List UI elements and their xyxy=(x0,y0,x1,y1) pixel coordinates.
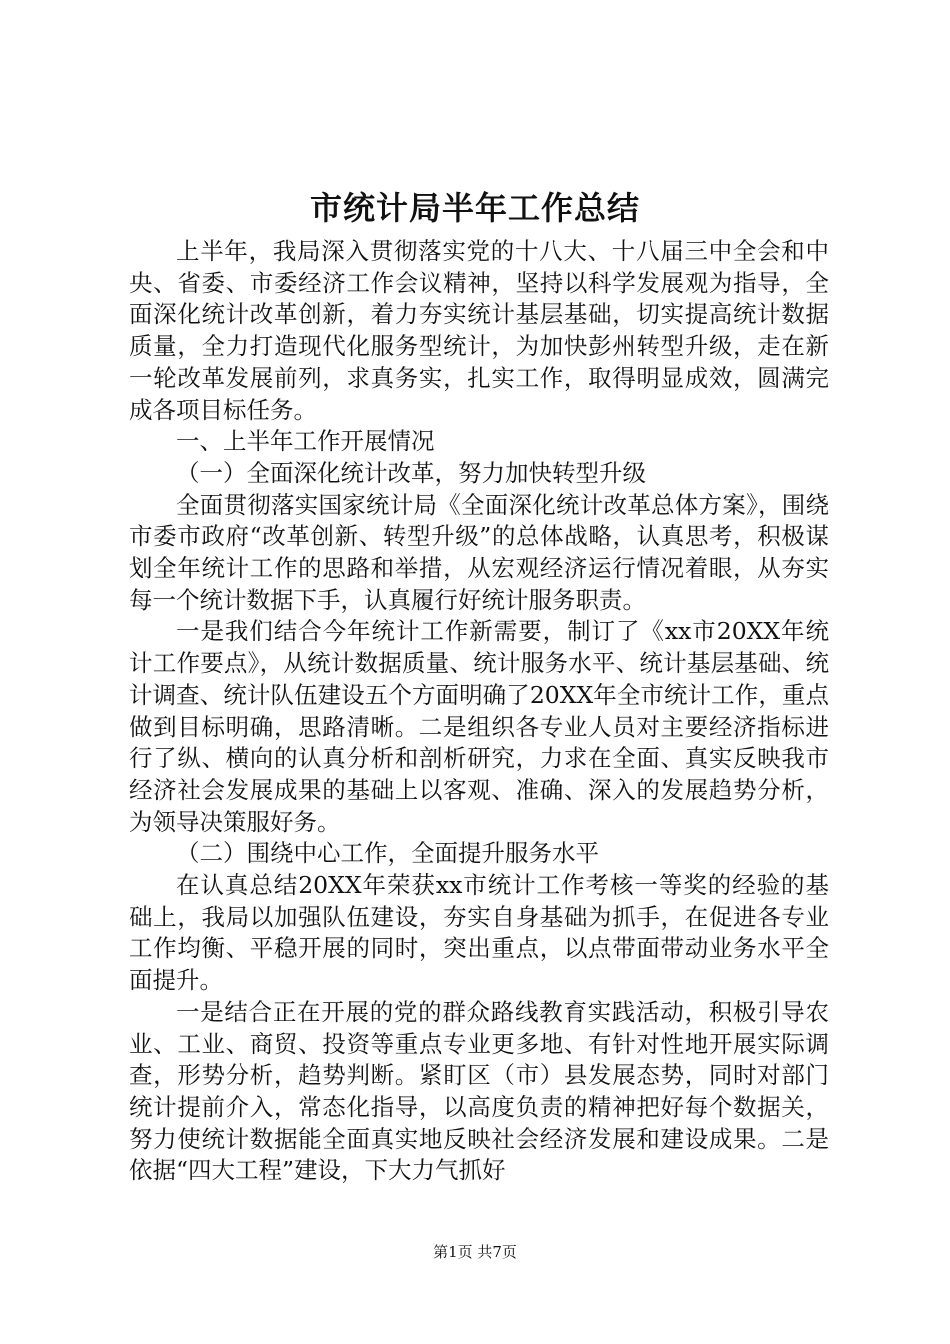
page-footer: 第1页 共7页 xyxy=(433,1243,517,1261)
section-heading-1: 一、上半年工作开展情况 xyxy=(176,427,435,456)
paragraph-service: 在认真总结20XX年荣获xx市统计工作考核一等奖的经验的基础上，我局以加强队伍建设，夯实自身基础为抓手，在促进各专业工作均衡、平稳开展的同时，突出重点，以点带面带动业务水平全面提升。 xyxy=(129,871,829,995)
subsection-heading-1: （一）全面深化统计改革，努力加快转型升级 xyxy=(176,458,646,487)
paragraph-service-details: 一是结合正在开展的党的群众路线教育实践活动，积极引导农业、工业、商贸、投资等重点专业更多地、有针对性地开展实际调查，形势分析，趋势判断。紧盯区（市）县发展态势，同时对部门统计提前介入，常态化指导，以高度负责的精神把好每个数据关，努力使统计数据能全面真实地反映社会经济发展和建设成果。二是依据“四大工程”建设，下大力气抓好 xyxy=(129,997,829,1185)
document-title: 市统计局半年工作总结 xyxy=(309,189,640,227)
paragraph-reform-details: 一是我们结合今年统计工作新需要，制订了《xx市20XX年统计工作要点》，从统计数据质量、统计服务水平、统计基层基础、统计调查、统计队伍建设五个方面明确了20XX年全市统计工作，重点做到目标明确，思路清晰。二是组织各专业人员对主要经济指标进行了纵、横向的认真分析和剖析研究，力求在全面、真实反映我市经济社会发展成果的基础上以客观、准确、深入的发展趋势分析，为领导决策服好务。 xyxy=(129,617,829,836)
paragraph-intro: 上半年，我局深入贯彻落实党的十八大、十八届三中全会和中央、省委、市委经济工作会议精神，坚持以科学发展观为指导，全面深化统计改革创新，着力夯实统计基层基础，切实提高统计数据质量，全力打造现代化服务型统计，为加快彭州转型升级，走在新一轮改革发展前列，求真务实，扎实工作，取得明显成效，圆满完成各项目标任务。 xyxy=(129,237,829,424)
document-body xyxy=(129,236,829,1187)
paragraph-reform: 全面贯彻落实国家统计局《全面深化统计改革总体方案》，围绕市委市政府“改革创新、转型升级”的总体战略，认真思考，积极谋划全年统计工作的思路和举措，从宏观经济运行情况着眼，从夯实每一个统计数据下手，认真履行好统计服务职责。 xyxy=(129,490,829,614)
subsection-heading-2: （二）围绕中心工作，全面提升服务水平 xyxy=(176,839,599,868)
